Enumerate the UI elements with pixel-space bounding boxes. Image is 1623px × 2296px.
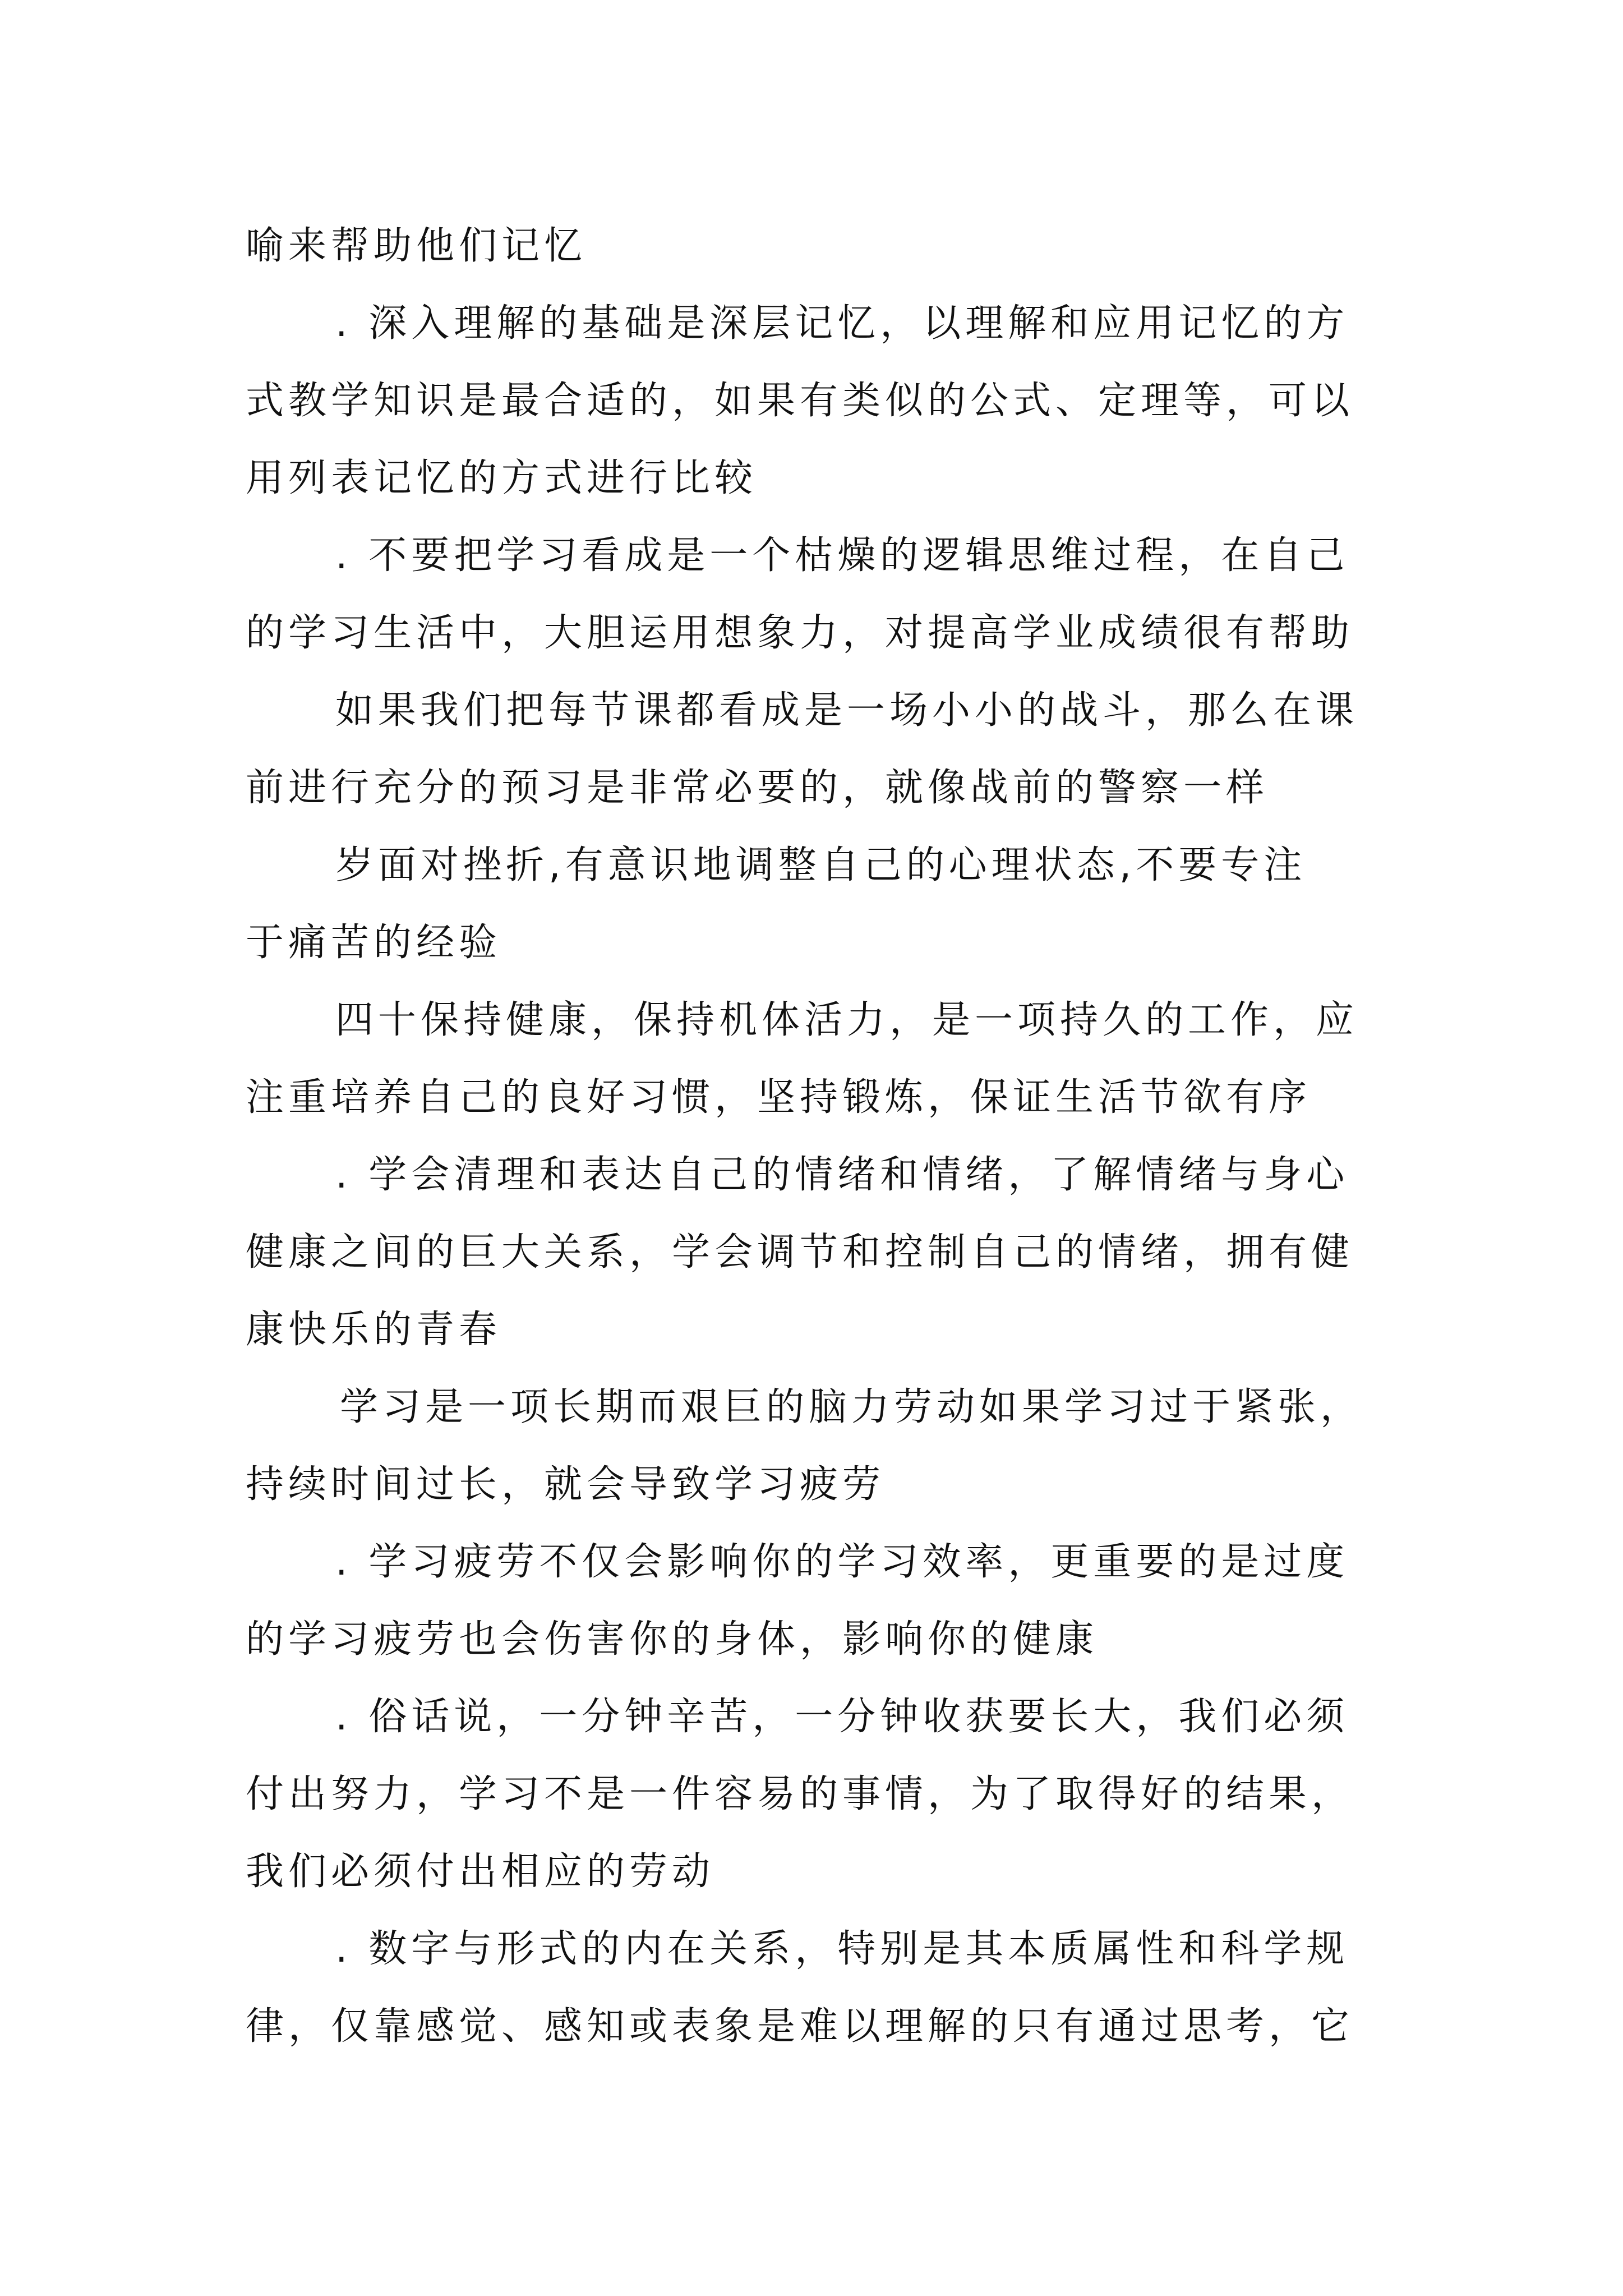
text-line: 持续时间过长，就会导致学习疲劳 [246,1462,886,1507]
paragraph [246,208,1390,285]
text-line: 的学习疲劳也会伤害你的身体，影响你的健康 [246,1617,1099,1662]
text-line: 四十保持健康，保持机体活力，是一项持久的工作，应 [335,998,1359,1042]
paragraph [246,1524,1390,1678]
text-line: . 深入理解的基础是深层记忆，以理解和应用记忆的方 [335,301,1349,346]
paragraph [246,1911,1390,2065]
text-line: 注重培养自己的良好习惯，坚持锻炼，保证生活节欲有序 [246,1075,1312,1120]
text-line: 我们必须付出相应的劳动 [246,1849,715,1894]
body-text [246,208,1390,2065]
text-line: 用列表记忆的方式进行比较 [246,456,758,500]
paragraph [246,672,1390,827]
text-line: . 数字与形式的内在关系，特别是其本质属性和科学规 [335,1927,1349,1971]
text-line: . 学习疲劳不仅会影响你的学习效率，更重要的是过度 [335,1540,1349,1584]
text-line: 学习是一项长期而艰巨的脑力劳动如果学习过于紧张， [340,1385,1363,1429]
paragraph [246,1369,1390,1524]
text-line: 岁面对挫折,有意识地调整自己的心理状态,不要专注 [335,843,1307,887]
text-line: 前进行充分的预习是非常必要的，就像战前的警察一样 [246,766,1269,810]
text-line: 喻来帮助他们记忆 [246,224,587,268]
text-line: . 学会清理和表达自己的情绪和情绪，了解情绪与身心 [335,1153,1349,1197]
text-line: 康快乐的青春 [246,1308,502,1352]
paragraph [246,982,1390,1137]
text-line: . 不要把学习看成是一个枯燥的逻辑思维过程，在自己 [335,533,1349,578]
paragraph [246,1137,1390,1369]
text-line: 的学习生活中，大胆运用想象力，对提高学业成绩很有帮助 [246,611,1354,655]
paragraph [246,285,1390,517]
paragraph [246,1678,1390,1911]
paragraph [246,517,1390,672]
text-line: 律，仅靠感觉、感知或表象是难以理解的只有通过思考，它 [246,2004,1354,2049]
paragraph [246,827,1390,982]
text-line: 于痛苦的经验 [246,921,502,965]
text-line: 式教学知识是最合适的，如果有类似的公式、定理等，可以 [246,379,1354,423]
text-line: 付出努力，学习不是一件容易的事情，为了取得好的结果， [246,1772,1354,1816]
text-line: 健康之间的巨大关系，学会调节和控制自己的情绪，拥有健 [246,1230,1354,1274]
text-line: 如果我们把每节课都看成是一场小小的战斗，那么在课 [335,688,1359,733]
text-line: . 俗话说，一分钟辛苦，一分钟收获要长大，我们必须 [335,1695,1349,1739]
